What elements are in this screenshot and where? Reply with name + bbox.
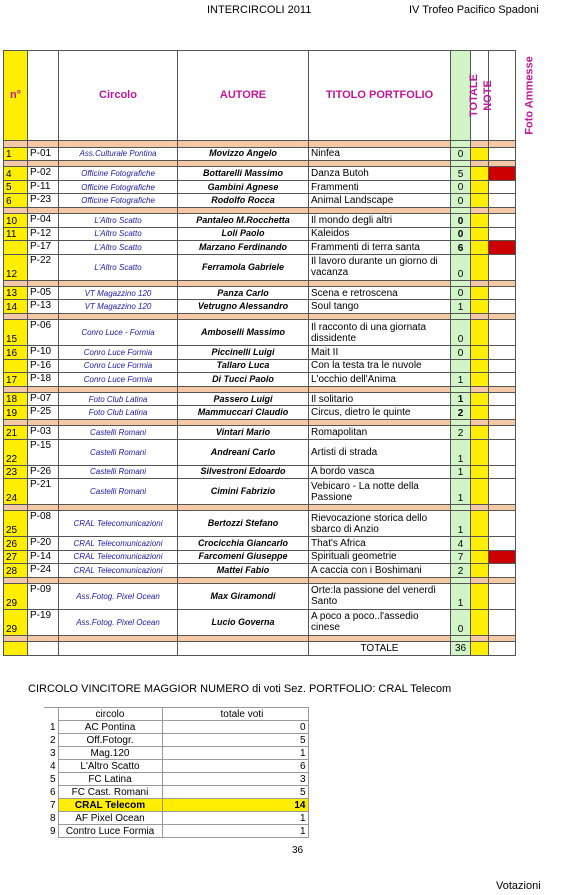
entry-totale: 7 [451, 550, 471, 564]
entry-foto-ammesse [489, 300, 516, 314]
votes-col-totale: totale voti [162, 708, 308, 721]
votes-circolo: AF Pixel Ocean [58, 812, 162, 825]
entry-circolo: Ass.Fotog. Pixel Ocean [59, 583, 178, 609]
entry-autore: Amboselli Massimo [178, 320, 309, 346]
votes-row [44, 786, 308, 799]
entry-circolo: CRAL Telecomunicazioni [59, 550, 178, 564]
entry-titolo: Ninfea [309, 147, 451, 161]
entry-number: 21 [4, 426, 28, 440]
entry-number: 15 [4, 320, 28, 346]
entry-totale: 0 [451, 147, 471, 161]
entry-autore: Cimini Fabrizio [178, 479, 309, 505]
entry-foto-ammesse [489, 254, 516, 280]
table-row [4, 511, 516, 537]
total-autore [178, 642, 309, 656]
entry-note [471, 241, 489, 255]
entry-circolo: Castelli Romani [59, 465, 178, 479]
winner-statement: CIRCOLO VINCITORE MAGGIOR NUMERO di voti Sez. PORTFOLIO: CRAL Telecom [28, 683, 452, 695]
votes-row [44, 734, 308, 747]
entry-titolo: Scena e retroscena [309, 286, 451, 300]
entry-autore: Andreani Carlo [178, 439, 309, 465]
entry-note [471, 439, 489, 465]
entry-code: P-23 [28, 194, 59, 208]
entry-note [471, 194, 489, 208]
entry-totale: 1 [451, 439, 471, 465]
portfolio-table [3, 50, 536, 656]
entry-code: P-05 [28, 286, 59, 300]
entry-autore: Passero Luigi [178, 392, 309, 406]
entry-titolo: Circus, dietro le quinte [309, 406, 451, 420]
entry-note [471, 214, 489, 228]
header-subtitle: IV Trofeo Pacifico Spadoni [409, 4, 539, 16]
entry-circolo: Conro Luce Formia [59, 346, 178, 360]
entry-note [471, 479, 489, 505]
votes-sum: 36 [292, 845, 304, 856]
entry-code: P-17 [28, 241, 59, 255]
entry-titolo: Artisti di strada [309, 439, 451, 465]
entry-titolo: Rievocazione storica dello sbarco di Anzio [309, 511, 451, 537]
entry-code: P-21 [28, 479, 59, 505]
votes-index: 6 [49, 786, 56, 798]
entry-titolo: Frammenti [309, 180, 451, 194]
entry-totale: 0 [451, 194, 471, 208]
entry-autore: Movizzo Angelo [178, 147, 309, 161]
col-header-totale [451, 51, 480, 141]
votes-index: 7 [49, 799, 56, 811]
entry-foto-ammesse [489, 537, 516, 551]
entry-foto-ammesse [489, 346, 516, 360]
table-row [4, 392, 516, 406]
table-row [4, 194, 516, 208]
entry-note [471, 300, 489, 314]
entry-code: P-03 [28, 426, 59, 440]
table-row [4, 537, 516, 551]
votes-total: 0 [162, 721, 308, 734]
entry-note [471, 373, 489, 387]
votes-row [44, 773, 308, 786]
entry-totale: 1 [451, 479, 471, 505]
entry-circolo: L'Altro Scatto [59, 214, 178, 228]
entry-titolo: Spirituali geometrie [309, 550, 451, 564]
entry-code: P-04 [28, 214, 59, 228]
entry-autore: Mattei Fabio [178, 564, 309, 578]
entry-code: P-20 [28, 537, 59, 551]
entry-foto-ammesse [489, 465, 516, 479]
entry-titolo: Orte:la passione del venerdì Santo [309, 583, 451, 609]
entry-totale: 1 [451, 300, 471, 314]
entry-foto-ammesse [489, 227, 516, 241]
entry-titolo: Danza Butoh [309, 167, 451, 181]
entry-number: 10 [4, 214, 28, 228]
entry-titolo: Animal Landscape [309, 194, 451, 208]
entry-foto-ammesse [489, 167, 516, 181]
entry-number: 29 [4, 583, 28, 609]
entry-circolo: Officine Fotografiche [59, 180, 178, 194]
entry-number: 24 [4, 479, 28, 505]
entry-note [471, 167, 489, 181]
col-header-autore: AUTORE [178, 51, 309, 141]
entry-totale: 0 [451, 214, 471, 228]
table-row [4, 167, 516, 181]
entry-code: P-19 [28, 609, 59, 635]
entry-code: P-07 [28, 392, 59, 406]
entry-titolo: A poco a poco..l'assedio cinese [309, 609, 451, 635]
entry-note [471, 147, 489, 161]
entry-note [471, 359, 489, 373]
votes-total: 6 [162, 760, 308, 773]
entry-circolo: Ass.Fotog. Pixel Ocean [59, 609, 178, 635]
entry-autore: Farcomeni Giuseppe [178, 550, 309, 564]
entry-foto-ammesse [489, 359, 516, 373]
col-header-n: n° [4, 51, 28, 141]
entry-number [4, 241, 28, 255]
entry-code: P-01 [28, 147, 59, 161]
table-row [4, 359, 516, 373]
entry-note [471, 346, 489, 360]
entry-foto-ammesse [489, 286, 516, 300]
entry-autore: Piccinelli Luigi [178, 346, 309, 360]
entry-totale: 2 [451, 406, 471, 420]
votes-index: 3 [49, 747, 56, 759]
table-row [4, 439, 516, 465]
entry-autore: Vintari Mario [178, 426, 309, 440]
table-row [4, 180, 516, 194]
entry-circolo: Castelli Romani [59, 479, 178, 505]
votes-circolo: Off.Fotogr. [58, 734, 162, 747]
entry-totale: 1 [451, 373, 471, 387]
table-row [4, 286, 516, 300]
total-note [471, 642, 489, 656]
entry-totale: 0 [451, 227, 471, 241]
table-row [4, 479, 516, 505]
entry-totale: 4 [451, 537, 471, 551]
entry-foto-ammesse [489, 479, 516, 505]
entry-note [471, 254, 489, 280]
page-footer: Votazioni [496, 880, 541, 892]
votes-row [44, 799, 308, 812]
table-row [4, 227, 516, 241]
entry-totale: 1 [451, 511, 471, 537]
col-header-titolo: TITOLO PORTFOLIO [309, 51, 451, 141]
col-header-code [28, 51, 59, 141]
votes-col-circolo: circolo [58, 708, 162, 721]
entry-totale: 1 [451, 583, 471, 609]
entry-note [471, 465, 489, 479]
entry-autore: Bertozzi Stefano [178, 511, 309, 537]
entry-autore: Rodolfo Rocca [178, 194, 309, 208]
votes-index: 1 [49, 721, 56, 733]
total-code [28, 642, 59, 656]
votes-total: 1 [162, 825, 308, 838]
total-label: TOTALE [309, 642, 451, 656]
entry-note [471, 511, 489, 537]
entry-totale [451, 359, 471, 373]
votes-row [44, 721, 308, 734]
votes-circolo: Contro Luce Formia [58, 825, 162, 838]
entry-number: 1 [4, 147, 28, 161]
total-n [4, 642, 28, 656]
entry-circolo: Conro Luce Formia [59, 373, 178, 387]
entry-note [471, 564, 489, 578]
entry-number: 18 [4, 392, 28, 406]
entry-totale: 2 [451, 426, 471, 440]
entry-foto-ammesse [489, 406, 516, 420]
entry-circolo: CRAL Telecomunicazioni [59, 511, 178, 537]
entry-circolo: Conro Luce Formia [59, 359, 178, 373]
entry-autore: Gambini Agnese [178, 180, 309, 194]
votes-circolo: Mag.120 [58, 747, 162, 760]
entry-titolo: Il solitario [309, 392, 451, 406]
entry-number: 16 [4, 346, 28, 360]
entry-circolo: Conro Luce - Formia [59, 320, 178, 346]
entry-autore: Silvestroni Edoardo [178, 465, 309, 479]
entry-note [471, 550, 489, 564]
entry-number: 4 [4, 167, 28, 181]
entry-number: 23 [4, 465, 28, 479]
col-header-note-label: NOTE [481, 80, 494, 111]
entry-code: P-12 [28, 227, 59, 241]
entry-note [471, 583, 489, 609]
table-row [4, 550, 516, 564]
entry-circolo: CRAL Telecomunicazioni [59, 537, 178, 551]
votes-total: 14 [162, 799, 308, 812]
table-row [4, 564, 516, 578]
table-header-row [4, 51, 516, 141]
entry-titolo: A caccia con i Boshimani [309, 564, 451, 578]
table-row [4, 300, 516, 314]
votes-circolo: CRAL Telecom [58, 799, 162, 812]
entry-code: P-06 [28, 320, 59, 346]
header-title: INTERCIRCOLI 2011 [207, 4, 312, 16]
entry-note [471, 286, 489, 300]
entry-code: P-22 [28, 254, 59, 280]
entry-foto-ammesse [489, 564, 516, 578]
entry-autore: Crocicchia Giancarlo [178, 537, 309, 551]
entry-number: 17 [4, 373, 28, 387]
table-row [4, 346, 516, 360]
entry-autore: Tallaro Luca [178, 359, 309, 373]
entry-circolo: Officine Fotografiche [59, 167, 178, 181]
entry-circolo: L'Altro Scatto [59, 241, 178, 255]
entry-code: P-02 [28, 167, 59, 181]
entry-note [471, 320, 489, 346]
entry-number: 26 [4, 537, 28, 551]
entry-titolo: That's Africa [309, 537, 451, 551]
entry-totale: 0 [451, 609, 471, 635]
votes-row [44, 825, 308, 838]
votes-total: 1 [162, 747, 308, 760]
entry-note [471, 392, 489, 406]
entry-titolo: Il mondo degli altri [309, 214, 451, 228]
col-header-circolo: Circolo [59, 51, 178, 141]
entry-number: 11 [4, 227, 28, 241]
table-row [4, 214, 516, 228]
entry-foto-ammesse [489, 320, 516, 346]
entry-foto-ammesse [489, 180, 516, 194]
col-header-foto-label: Foto Ammesse [523, 56, 536, 135]
entry-autore: Loli Paolo [178, 227, 309, 241]
entry-autore: Bottarelli Massimo [178, 167, 309, 181]
entry-number [4, 359, 28, 373]
entry-autore: Vetrugno Alessandro [178, 300, 309, 314]
votes-index: 5 [49, 773, 56, 785]
entry-number: 13 [4, 286, 28, 300]
votes-circolo: AC Pontina [58, 721, 162, 734]
votes-total: 5 [162, 734, 308, 747]
entry-foto-ammesse [489, 392, 516, 406]
entry-titolo: Soul tango [309, 300, 451, 314]
table-row [4, 241, 516, 255]
entry-totale: 0 [451, 254, 471, 280]
entry-code: P-25 [28, 406, 59, 420]
entry-number: 28 [4, 564, 28, 578]
entry-code: P-15 [28, 439, 59, 465]
table-row [4, 406, 516, 420]
entry-autore: Lucio Governa [178, 609, 309, 635]
entry-code: P-26 [28, 465, 59, 479]
entry-totale: 2 [451, 564, 471, 578]
votes-circolo: FC Cast. Romani [58, 786, 162, 799]
entry-number: 19 [4, 406, 28, 420]
entry-autore: Max Giramondi [178, 583, 309, 609]
table-row [4, 373, 516, 387]
entry-titolo: Il racconto di una giornata dissidente [309, 320, 451, 346]
total-value: 36 [451, 642, 471, 656]
entry-foto-ammesse [489, 147, 516, 161]
entry-totale: 1 [451, 392, 471, 406]
entry-circolo: Foto Club Latina [59, 406, 178, 420]
entry-foto-ammesse [489, 609, 516, 635]
total-foto [489, 642, 516, 656]
votes-total: 1 [162, 812, 308, 825]
entry-autore: Ferramola Gabriele [178, 254, 309, 280]
entry-circolo: Foto Club Latina [59, 392, 178, 406]
total-circolo [59, 642, 178, 656]
entry-number: 5 [4, 180, 28, 194]
votes-row [44, 760, 308, 773]
votes-total: 3 [162, 773, 308, 786]
entry-circolo: Officine Fotografiche [59, 194, 178, 208]
table-row [4, 609, 516, 635]
entry-circolo: Castelli Romani [59, 426, 178, 440]
table-row [4, 147, 516, 161]
entry-titolo: Il lavoro durante un giorno di vacanza [309, 254, 451, 280]
entry-titolo: Frammenti di terra santa [309, 241, 451, 255]
entry-circolo: VT Magazzino 120 [59, 286, 178, 300]
votes-total: 5 [162, 786, 308, 799]
votes-circolo: FC Latina [58, 773, 162, 786]
entry-circolo: VT Magazzino 120 [59, 300, 178, 314]
entry-code: P-18 [28, 373, 59, 387]
entry-totale: 0 [451, 320, 471, 346]
votes-header-row [44, 708, 308, 721]
entry-number: 6 [4, 194, 28, 208]
total-row [4, 642, 516, 656]
entry-autore: Mammuccari Claudio [178, 406, 309, 420]
entry-number: 29 [4, 609, 28, 635]
table-row [4, 583, 516, 609]
entry-code: P-16 [28, 359, 59, 373]
entry-totale: 6 [451, 241, 471, 255]
entry-totale: 0 [451, 180, 471, 194]
entry-totale: 5 [451, 167, 471, 181]
entry-titolo: A bordo vasca [309, 465, 451, 479]
entry-foto-ammesse [489, 439, 516, 465]
entry-code: P-11 [28, 180, 59, 194]
entry-autore: Pantaleo M.Rocchetta [178, 214, 309, 228]
votes-row [44, 812, 308, 825]
entry-code: P-09 [28, 583, 59, 609]
entry-note [471, 406, 489, 420]
table-row [4, 320, 516, 346]
entry-autore: Panza Carlo [178, 286, 309, 300]
entry-titolo: Con la testa tra le nuvole [309, 359, 451, 373]
table-row [4, 465, 516, 479]
entry-foto-ammesse [489, 373, 516, 387]
entry-code: P-10 [28, 346, 59, 360]
votes-index: 9 [49, 825, 56, 837]
votes-index: 2 [49, 734, 56, 746]
entry-circolo: L'Altro Scatto [59, 254, 178, 280]
entry-number: 14 [4, 300, 28, 314]
entry-totale: 0 [451, 346, 471, 360]
entry-foto-ammesse [489, 583, 516, 609]
entry-titolo: L'occhio dell'Anima [309, 373, 451, 387]
table-row [4, 426, 516, 440]
entry-number: 12 [4, 254, 28, 280]
entry-code: P-08 [28, 511, 59, 537]
votes-index: 4 [49, 760, 56, 772]
entry-foto-ammesse [489, 194, 516, 208]
entry-titolo: Romapolitan [309, 426, 451, 440]
entry-number: 27 [4, 550, 28, 564]
entry-code: P-24 [28, 564, 59, 578]
entry-foto-ammesse [489, 214, 516, 228]
votes-table [44, 707, 309, 838]
entry-code: P-14 [28, 550, 59, 564]
entry-titolo: Mait II [309, 346, 451, 360]
entry-foto-ammesse [489, 550, 516, 564]
entry-foto-ammesse [489, 426, 516, 440]
entry-number: 22 [4, 439, 28, 465]
entry-number: 25 [4, 511, 28, 537]
votes-index: 8 [49, 812, 56, 824]
entry-autore: Marzano Ferdinando [178, 241, 309, 255]
entry-titolo: Kaleidos [309, 227, 451, 241]
entry-foto-ammesse [489, 241, 516, 255]
col-header-totale-label: TOTALE [467, 74, 480, 118]
entry-totale: 0 [451, 286, 471, 300]
entry-circolo: L'Altro Scatto [59, 227, 178, 241]
entry-note [471, 426, 489, 440]
entry-autore: Di Tucci Paolo [178, 373, 309, 387]
entry-circolo: Ass.Culturale Pontina [59, 147, 178, 161]
votes-row [44, 747, 308, 760]
table-row [4, 254, 516, 280]
entry-foto-ammesse [489, 511, 516, 537]
entry-code: P-13 [28, 300, 59, 314]
entry-titolo: Vebicaro - La notte della Passione [309, 479, 451, 505]
entry-circolo: Castelli Romani [59, 439, 178, 465]
entry-note [471, 537, 489, 551]
entry-totale: 1 [451, 465, 471, 479]
entry-circolo: CRAL Telecomunicazioni [59, 564, 178, 578]
votes-circolo: L'Altro Scatto [58, 760, 162, 773]
entry-note [471, 180, 489, 194]
entry-note [471, 609, 489, 635]
entry-note [471, 227, 489, 241]
